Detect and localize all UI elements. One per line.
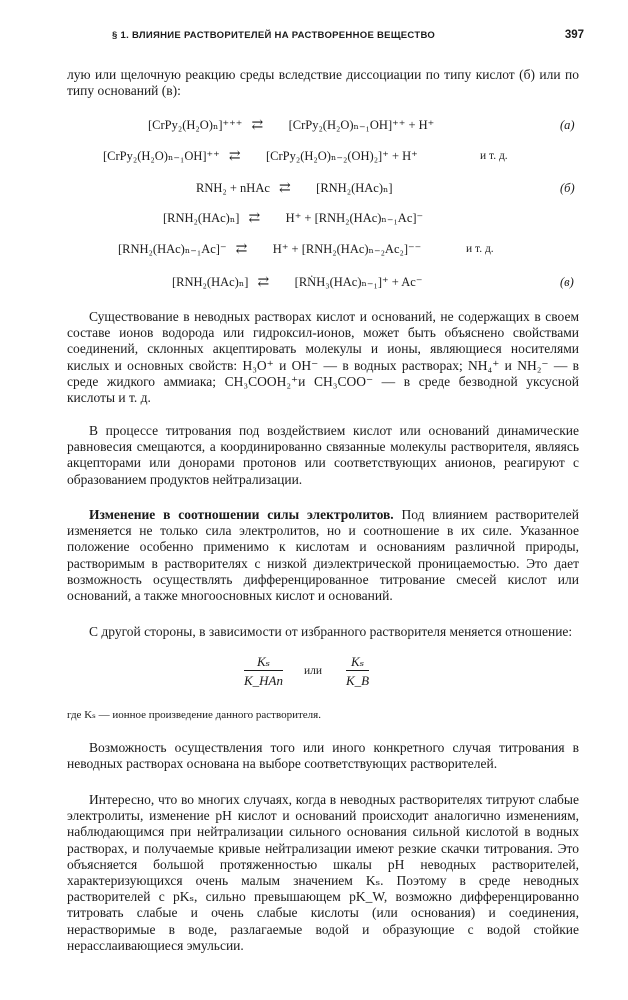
equation-b2: [163, 210, 423, 227]
section-subheading: Изменение в соотношении силы электролитов.: [89, 507, 394, 522]
eq5-note: и т. д.: [466, 243, 494, 255]
eq1-label: (а): [560, 118, 575, 132]
eq6-right: [RṄH₃(HAc)ₙ₋₁]⁺ + Ac⁻: [294, 275, 423, 289]
fraction-1-numerator: Kₛ: [244, 654, 283, 671]
paragraph-5: Возможность осуществления того или иного конкретного случая титрования в неводных растворах основана на выборе соответствующих растворителей.: [67, 740, 579, 772]
eq1-right: [CrPy₂(H₂O)ₙ₋₁OH]⁺⁺ + H⁺: [288, 118, 435, 132]
eq5-left: [RNH₂(HAc)ₙ₋₁Ac]⁻: [118, 242, 227, 256]
paragraph-3: [67, 507, 579, 604]
equilibrium-arrow-icon: ⇄: [251, 118, 262, 133]
equation-c: [172, 274, 422, 291]
equilibrium-arrow-icon: ⇄: [248, 211, 259, 226]
running-header: [74, 30, 584, 46]
fraction-2-numerator: Kₛ: [346, 654, 369, 671]
eq4-right: H⁺ + [RNH₂(HAc)ₙ₋₁Ac]⁻: [285, 211, 424, 225]
section-title: § 1. ВЛИЯНИЕ РАСТВОРИТЕЛЕЙ НА РАСТВОРЕННОЕ ВЕЩЕСТВО: [112, 30, 436, 41]
eq3-left: RNH₂ + nHAc: [196, 181, 270, 195]
paragraph-3-text: Под влиянием растворителей изменяется не только сила электролитов, но и соотношение в их силе. Указанное положение особенно применимо к кислотам и основаниям различной природы, растворимым в растворителях с низкой диэлектрической проницаемостью. Это дает возможность осуществлять дифференцированное титрование смесей кислот или оснований, а также многоосновных кислот и оснований.: [67, 507, 579, 604]
intro-text: лую или щелочную реакцию среды вследствие диссоциации по типу кислот (б) или по типу оснований (в):: [67, 67, 579, 99]
equation-a2: [103, 148, 418, 165]
eq2-right: [CrPy₂(H₂O)ₙ₋₂(OH)₂]⁺ + H⁺: [266, 149, 418, 163]
equilibrium-arrow-icon: ⇄: [279, 181, 289, 196]
footnote-definition: где Kₛ — ионное произведение данного растворителя.: [67, 709, 321, 721]
ratio-fraction-2: [346, 654, 369, 689]
equation-a: [148, 117, 434, 134]
ratio-or: или: [304, 665, 323, 677]
eq3-label: (б): [560, 181, 575, 195]
equilibrium-arrow-icon: ⇄: [257, 275, 268, 290]
paragraph-1: Существование в неводных растворах кислот и оснований, не содержащих в своем составе ионов водорода или гидроксил-ионов, может быть объяснено свойствами соединений, склонных акцептировать молекулы и ионы, являющиеся носителями кислых и основных свойств: H₃O⁺ и OH⁻ — в водных растворах; NH₄⁺ и NH₂⁻ — в среде жидкого аммиака; CH₃COOH₂⁺и CH₃COO⁻ — в среде безводной уксусной кислоты и т. д.: [67, 309, 579, 406]
equilibrium-arrow-icon: ⇄: [228, 149, 239, 164]
page-number: 397: [564, 29, 584, 41]
equation-b: [196, 180, 393, 197]
eq5-right: H⁺ + [RNH₂(HAc)ₙ₋₂Ac₂]⁻⁻: [272, 242, 422, 256]
eq6-left: [RNH₂(HAc)ₙ]: [172, 275, 249, 289]
equilibrium-arrow-icon: ⇄: [235, 242, 246, 257]
ratio-fraction-1: [244, 654, 283, 689]
eq2-note: и т. д.: [480, 150, 508, 162]
paragraph-6: Интересно, что во многих случаях, когда в неводных растворителях титруют слабые электролиты, изменение pH кислот и оснований происходит аналогично изменениям, наблюдающимся при нейтрализации сильного основания сильной кислотой в водных растворах, и получаемые кривые нейтрализации имеют резкие скачки титрования. Это объясняется большой протяженностью шкалы pH неводных растворителей, характеризующихся очень малым значением Kₛ. Поэтому в среде неводных растворителей с pKₛ, сильно превышающем pK_W, возможно дифференцированно титровать слабые и очень слабые кислоты (или основания) и соединения, нерастворимые в воде, разлагаемые водой и образующие с водой стойкие нерасслаивающиеся эмульсии.: [67, 792, 579, 953]
paragraph-2: В процессе титрования под воздействием кислот или оснований динамические равновесия смещаются, а координированно связанные молекулы растворителя, являясь акцепторами или донорами протонов или соответствующих анионов, реагируют с образованием продуктов нейтрализации.: [67, 423, 579, 487]
equation-b3: [118, 241, 421, 258]
eq3-right: [RNH₂(HAc)ₙ]: [316, 181, 393, 195]
paragraph-4: С другой стороны, в зависимости от избранного растворителя меняется отношение:: [89, 624, 573, 639]
fraction-2-denominator: K_B: [346, 673, 370, 688]
eq2-left: [CrPy₂(H₂O)ₙ₋₁OH]⁺⁺: [103, 149, 220, 163]
fraction-1-denominator: K_HAn: [244, 673, 283, 688]
eq6-label: (в): [560, 275, 574, 289]
eq1-left: [CrPy₂(H₂O)ₙ]⁺⁺⁺: [148, 118, 243, 132]
eq4-left: [RNH₂(HAc)ₙ]: [163, 211, 240, 225]
